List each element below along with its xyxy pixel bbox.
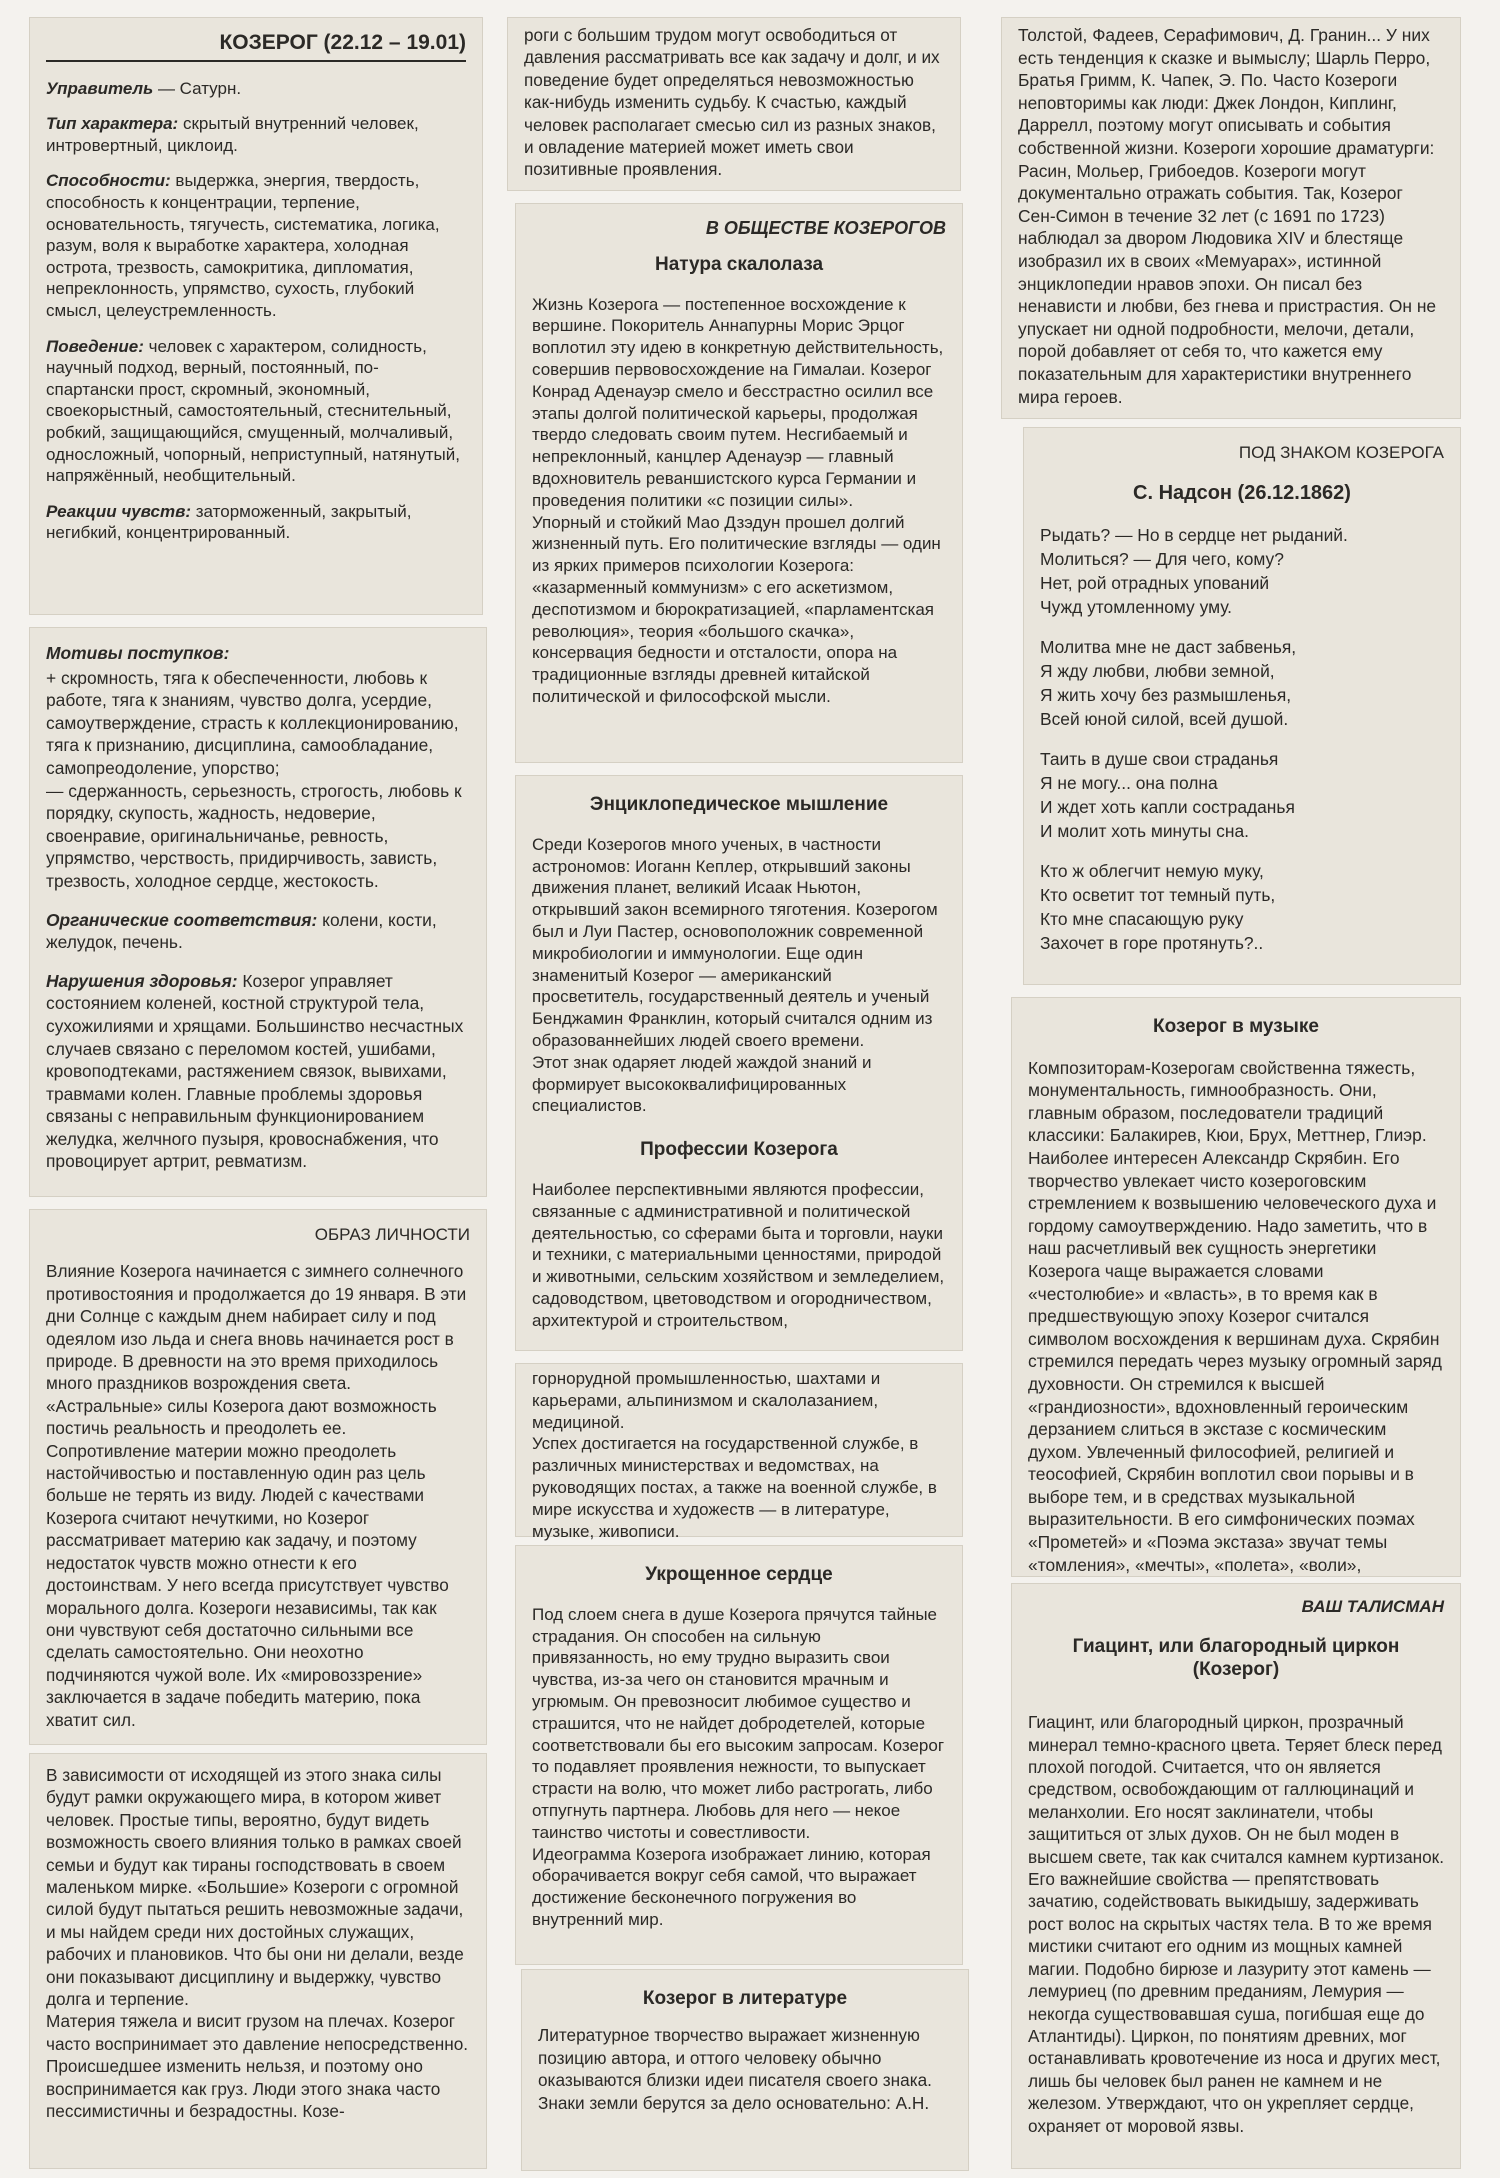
clipping-personality: [30, 1210, 486, 1744]
clipping-motives-health: [30, 628, 486, 1196]
poem-stanza: [1040, 859, 1444, 955]
article-title: Козерог в литературе: [642, 1988, 848, 2009]
professions-p3: Успех достигается на государственной службе, в различных министерствах и ведомствах, на руководящих постах, а также на военной службе, в мире искусства и художеств — в литературе, музыке, живописи.: [532, 1434, 937, 1541]
poem-line: Я жду любви, любви земной,: [1040, 660, 1275, 681]
article-title: Гиацинт, или благородный циркон (Козерог): [1072, 1636, 1400, 1680]
article-title: Укрощенное сердце: [645, 1564, 833, 1585]
poem-line: Таить в душе свои страданья: [1040, 748, 1279, 769]
article-title: Натура скалолаза: [654, 253, 824, 275]
poem-line: Всей юной силой, всей душой.: [1040, 708, 1289, 729]
section-header: ОБРАЗ ЛИЧНОСТИ: [314, 1225, 470, 1244]
poem-line: Нет, рой отрадных упований: [1040, 572, 1270, 593]
clipping-talisman: [1012, 1584, 1460, 2168]
professions-p1: Наиболее перспективными являются профессии, связанные с административной и политической деятельностью, со сферами быта и торговли, науки и техники, с материальными ценностями, природой и животными, сельским хозяйством и земледелием, садоводством, цветоводством и огородничеством, архитектурой и строительством,: [532, 1179, 945, 1330]
reactions-paragraph: Реакции чувств: заторможенный, закрытый, негибкий, концентрированный.: [46, 501, 412, 543]
climber-p1: Жизнь Козерога — постепенное восхождение к вершине. Покоритель Аннапурны Морис Эрцог воплотил эту идею в конкретную действительность, совершив первовосхождение на Гималаи. Козерог Конрад Аденауэр смело и бесстрастно осилил все этапы долгой политической карьеры, продолжая твердо следовать своим путем. Несгибаемый и непреклонный, канцлер Аденауэр — главный вдохновитель реваншистского курса Германии и проведения политики «с позиции силы».: [532, 294, 944, 510]
clipping-poem: [1024, 428, 1460, 984]
literature-cont-text: Толстой, Фадеев, Серафимович, Д. Гранин... У них есть тенденция к сказке и вымыслу; Шарль Перро, Братья Гримм, К. Чапек, Э. По. Часто Козероги неповторимы как люди: Джек Лондон, Киплинг, Даррелл, поэтому могут описывать и события собственной жизни. Козероги хорошие драматурги: Расин, Мольер, Грибоедов. Козероги могут документально отражать события. Так, Козерог Сен-Симон в течение 32 лет (с 1691 по 1723) наблюдал за двором Людовика XIV и блестяще изобразил их в своих «Мемуарах», истинной энциклопедии нравов эпохи. Он писал без ненависти и любви, без гнева и пристрастия. Он не упускает ни одной подробности, мелочи, детали, порой добавляет от себя то, что кажется ему показательным для характеристики внутреннего мира героев.: [1018, 25, 1437, 407]
poem-line: Рыдать? — Но в сердце нет рыданий.: [1040, 524, 1348, 545]
poem-line: Я не могу... она полна: [1040, 772, 1218, 793]
music-p2: Наиболее интересен Александр Скрябин. Его творчество увлекает чисто козероговским стремлением к возвышению человеческого духа и гордому самоутверждению. Надо заметить, что в наш расчетливый век сущность энергетики Козерога чаще выражается словами «честолюбие» и «власть», в то время как в предшествующую эпоху Козерог считался символом восхождения к вершинам духа. Скрябин стремился передать через музыку огромный заряд духовности. Он стремился к высшей «грандиозности», вдохновленный героическим дерзанием слиться в экстазе с космическим духом. Увлеченный философией, религией и теософией, Скрябин воплотил свои порывы и в выборе тем, и в средствах музыкальной выразительности. В его симфонических поэмах «Прометей» и «Поэма экстаза» звучат темы «томления», «мечты», «полета», «воли»,: [1028, 1147, 1442, 1575]
poem-stanza: [1040, 635, 1444, 731]
motives-plus: + скромность, тяга к обеспеченности, любовь к работе, тяга к знаниям, чувство долга, усердие, самоутверждение, страсть к коллекционированию, тяга к признанию, дисциплина, самообладание, самопреодоление, упорство;: [46, 667, 459, 778]
literature-p2: Знаки земли берутся за дело основательно: А.Н.: [538, 2092, 930, 2113]
tamed-heart-p1: Под слоем снега в душе Козерога прячутся тайные страдания. Он способен на сильную привязанность, но ему трудно выразить свои чувства, из-за чего он становится мрачным и угрюмым. Он превозносит любимое существо и страшится, что не найдет добродетелей, которые соответствовали бы его высоким запросам. Козерог то подавляет проявления нежности, то выпускает страсти на волю, что может либо растрогать, либо отпугнуть партнера. Любовь для него — некое таинство чистоты и совестливости.: [532, 1604, 945, 1842]
ruler-paragraph: Управитель — Сатурн.: [46, 78, 242, 98]
continuation-text: роги с большим трудом могут освободиться от давления рассматривать все как задачу и долг, и их поведение будет определяться невозможностью как-нибудь изменить судьбу. К счастью, каждый человек располагает смесью сил из разных знаков, и овладение материей может иметь свои позитивные проявления.: [524, 25, 940, 180]
clipping-encyclopedic: [516, 776, 962, 1350]
professions-p2: горнорудной промышленностью, шахтами и карьерами, альпинизмом и скалолазанием, медициной.: [532, 1369, 881, 1432]
music-p1: Композиторам-Козерогам свойственна тяжесть, монументальность, гимнообразность. Они, главным образом, последователи традиций классики: Балакирев, Кюи, Брух, Меттнер, Глиэр.: [1028, 1057, 1427, 1146]
personality-text: Влияние Козерога начинается с зимнего солнечного противостояния и продолжается до 19 января. В эти дни Солнце с каждым днем набирает силу и под одеялом изо льда и снега вновь начинается рост в природе. В древности на это время приходилось много праздников возрождения света. «Астральные» силы Козерога дают возможность постичь реальность и преодолеть ее. Сопротивление материи можно преодолеть настойчивостью и поставленную один раз цель больше не терять из виду. Людей с качествами Козерога считают нечуткими, но Козерог рассматривает материю как задачу, и поэтому недостаток чувств можно отнести к его достоинствам. У него всегда присутствует чувство морального долга. Козероги независимы, так как они чувствуют себя достаточно сильными все сделать самостоятельно. Они неохотно подчиняются чужой воле. Их «мировоззрение» заключается в задаче победить материю, пока хватит сил.: [46, 1261, 467, 1730]
encyclopedic-p1: Среди Козерогов много ученых, в частности астрономов: Иоганн Кеплер, открывший законы движения планет, великий Исаак Ньютон, открывший закон всемирного тяготения. Козерогом был и Луи Пастер, основоположник современной микробиологии и иммунологии. Еще один знаменитый Козерог — американский просветитель, государственный деятель и ученый Бенджамин Франклин, который считался одним из образованнейших людей своего времени.: [532, 834, 938, 1050]
behavior-paragraph: Поведение: человек с характером, солидность, научный подход, верный, постоянный, по-спартански прост, скромный, экономный, своекорыстный, самостоятельный, стеснительный, робкий, защищающийся, смущенный, молчаливый, односложный, чопорный, неприступный, натянутый, напряжённый, необщительный.: [46, 336, 460, 486]
literature-p1: Литературное творчество выражает жизненную позицию автора, и оттого человеку обычно оказываются близки идеи писателя своего знака.: [538, 2025, 932, 2091]
clipping-literature: [522, 1970, 968, 2170]
climber-p2: Упорный и стойкий Мао Дзэдун прошел долгий жизненный путь. Его политические взгляды — один из ярких примеров психологии Козерога: «казарменный коммунизм» с его аскетизмом, деспотизмом и бюрократизацией, «парламентская революция», теория «большого скачка», консервация бедности и отсталости, опора на традиционные взгляды древней китайской политической и философской мысли.: [532, 512, 941, 706]
section-header: В ОБЩЕСТВЕ КОЗЕРОГОВ: [705, 218, 946, 238]
poem-line: Я жить хочу без размышленья,: [1040, 684, 1292, 705]
clipping-capricorn-profile: [30, 18, 482, 614]
personality-cont-p1: В зависимости от исходящей из этого знака силы будут рамки окружающего мира, в котором живет человек. Простые типы, вероятно, будут видеть возможность своего влияния только в рамках своей семьи и будут как тираны господствовать в своем маленьком мирке. «Большие» Козероги с огромной силой будут пытаться решить невозможные задачи, и мы найдем среди них достойных служащих, рабочих и плановиков. Что бы они ни делали, везде они показывают дисциплину и выдержку, чувство долга и терпение.: [46, 1765, 464, 2010]
clipping-personality-cont: [30, 1754, 486, 2168]
poem-stanza: [1040, 747, 1444, 843]
motives-heading: Мотивы поступков:: [46, 643, 230, 663]
subsection-title: Профессии Козерога: [640, 1139, 838, 1161]
clipping-tamed-heart: [516, 1546, 962, 1964]
organic-paragraph: Органические соответствия: колени, кости, желудок, печень.: [46, 909, 437, 953]
poem-line: Чужд утомленному уму.: [1040, 596, 1233, 617]
poem-stanza: [1040, 523, 1444, 619]
section-header: ВАШ ТАЛИСМАН: [1301, 1597, 1444, 1616]
poem-line: Молиться? — Для чего, кому?: [1040, 548, 1284, 569]
section-header: ПОД ЗНАКОМ КОЗЕРОГА: [1238, 443, 1444, 462]
poem-line: Кто осветит тот темный путь,: [1040, 884, 1276, 905]
clipping-professions-cont: [516, 1364, 962, 1541]
article-title: Энциклопедическое мышление: [589, 794, 889, 815]
poem-line: Молитва мне не даст забвенья,: [1040, 636, 1297, 657]
poem-line: Захочет в горе протянуть?..: [1040, 932, 1264, 953]
clipping-literature-cont: [1002, 18, 1460, 418]
health-paragraph: Нарушения здоровья: Козерог управляет состоянием коленей, костной структурой тела, сухожилиями и хрящами. Большинство несчастных случаев связано с переломом костей, ушибами, кровоподтеками, растяжением связок, вывихами, травмами колен. Главные проблемы здоровья связаны с неправильным функционированием желудка, желчного пузыря, кровоснабжения, что провоцирует артрит, ревматизм.: [46, 970, 464, 1172]
poem-line: Кто ж облегчит немую муку,: [1040, 860, 1264, 881]
type-paragraph: Тип характера: скрытый внутренний человек, интровертный, циклоид.: [46, 114, 419, 155]
poem-line: И молит хоть минуты сна.: [1040, 820, 1249, 841]
poem-line: Кто мне спасающую руку: [1040, 908, 1244, 929]
clipping-music: [1012, 998, 1460, 1576]
personality-cont-p2: Материя тяжела и висит грузом на плечах. Козерог часто воспринимает это давление непосредственно. Происшедшее изменить нельзя, и поэтому оно воспринимается как груз. Люди этого знака часто пессимистичны и безрадостны. Козе-: [46, 2011, 469, 2122]
poem-line: И ждет хоть капли состраданья: [1040, 796, 1295, 817]
abilities-paragraph: Способности: выдержка, энергия, твердость, способность к концентрации, терпение, основательность, тягучесть, систематика, логика, разум, воля к выработке характера, холодная острота, трезвость, самокритика, дипломатия, непреклонность, упрямство, сухость, глубокий смысл, целеустремленность.: [46, 171, 440, 320]
clipping-continuation: [508, 18, 960, 190]
motives-minus: — сдержанность, серьезность, строгость, любовь к порядку, скупость, жадность, недоверие, своенравие, оригинальничанье, ревность, упрямство, черствость, придирчивость, зависть, трезвость, холодное сердце, жестокость.: [46, 780, 462, 891]
article-title: КОЗЕРОГ (22.12 – 19.01): [46, 32, 466, 62]
tamed-heart-p2: Идеограмма Козерога изображает линию, которая оборачивается вокруг себя самой, что выражает достижение бесконечного погружения во внутренний мир.: [532, 1844, 931, 1929]
talisman-text: Гиацинт, или благородный циркон, прозрачный минерал темно-красного цвета. Теряет блеск перед плохой погодой. Считается, что он является средством, освобождающим от галлюцинаций и меланхолии. Его носят заклинатели, чтобы защититься от злых духов. Он не был моден в высшем свете, так как считался камнем куртизанок. Его важнейшие свойства — препятствовать зачатию, содействовать выкидышу, задерживать рост волос на скрытых частях тела. В то же время мистики считают его одним из мощных камней магии. Подобно бирюзе и лазуриту этот камень — лемуриец (по древним преданиям, Лемурия — некогда существовавшая суша, погибшая еще до Атлантиды). Циркон, по понятиям древних, мог останавливать кровотечение из носа и других мест, лишь бы человек был ранен не камнем и не железом. Утверждают, что он укрепляет сердце, охраняет от моровой язвы.: [1028, 1712, 1444, 2136]
clipping-climber: [516, 204, 962, 762]
encyclopedic-p2: Этот знак одаряет людей жаждой знаний и формирует высококвалифицированных специалистов.: [532, 1052, 872, 1116]
article-title: Козерог в музыке: [1153, 1016, 1319, 1037]
poem-author: С. Надсон (26.12.1862): [1133, 482, 1351, 505]
